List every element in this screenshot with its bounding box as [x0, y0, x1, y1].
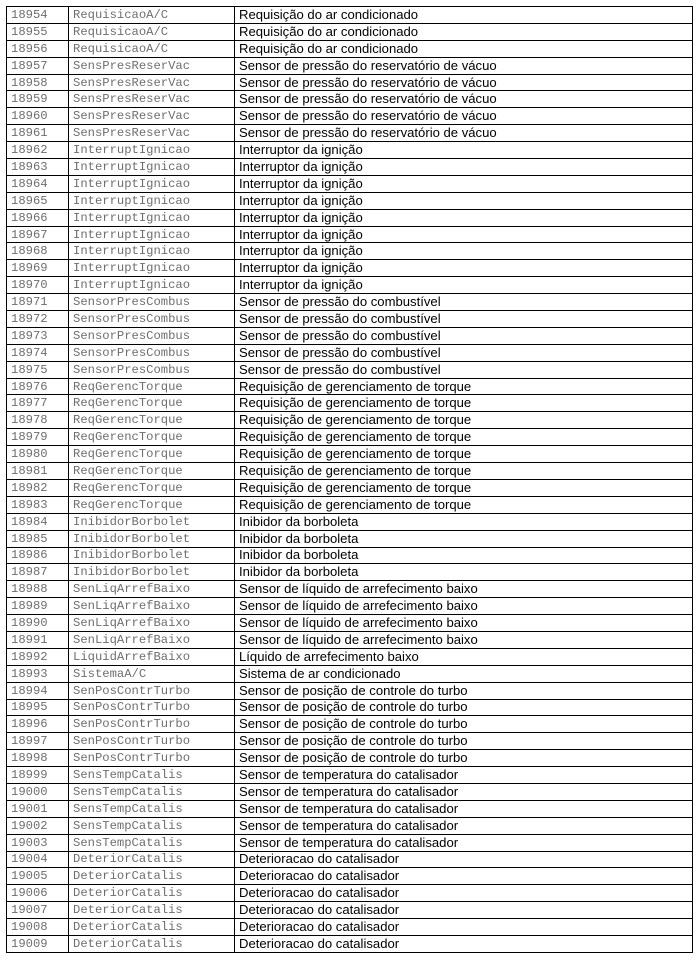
- abbreviation-cell: SenPosContrTurbo: [69, 682, 235, 699]
- fault-code-cell: 18990: [7, 615, 69, 632]
- description-cell: Líquido de arrefecimento baixo: [235, 648, 693, 665]
- fault-code-cell: 18970: [7, 277, 69, 294]
- description-cell: Requisição de gerenciamento de torque: [235, 463, 693, 480]
- abbreviation-cell: InterruptIgnicao: [69, 175, 235, 192]
- abbreviation-cell: ReqGerencTorque: [69, 496, 235, 513]
- fault-code-cell: 18962: [7, 142, 69, 159]
- table-row: [7, 429, 693, 446]
- table-row: [7, 40, 693, 57]
- abbreviation-cell: LiquidArrefBaixo: [69, 648, 235, 665]
- abbreviation-cell: InterruptIgnicao: [69, 243, 235, 260]
- fault-code-cell: 18972: [7, 311, 69, 328]
- abbreviation-cell: SensPresReserVac: [69, 91, 235, 108]
- abbreviation-cell: SenPosContrTurbo: [69, 716, 235, 733]
- table-row: [7, 479, 693, 496]
- fault-code-cell: 18957: [7, 57, 69, 74]
- abbreviation-cell: DeteriorCatalis: [69, 902, 235, 919]
- table-row: [7, 159, 693, 176]
- fault-code-cell: 18954: [7, 7, 69, 24]
- fault-code-cell: 18964: [7, 175, 69, 192]
- fault-code-cell: 18987: [7, 564, 69, 581]
- fault-code-cell: 18965: [7, 192, 69, 209]
- table-row: [7, 226, 693, 243]
- abbreviation-cell: SenPosContrTurbo: [69, 750, 235, 767]
- description-cell: Sistema de ar condicionado: [235, 665, 693, 682]
- abbreviation-cell: ReqGerencTorque: [69, 479, 235, 496]
- fault-code-cell: 18982: [7, 479, 69, 496]
- description-cell: Deterioracao do catalisador: [235, 885, 693, 902]
- description-cell: Deterioracao do catalisador: [235, 851, 693, 868]
- abbreviation-cell: InterruptIgnicao: [69, 260, 235, 277]
- table-row: [7, 446, 693, 463]
- table-row: [7, 277, 693, 294]
- description-cell: Requisição do ar condicionado: [235, 40, 693, 57]
- fault-code-table: [6, 6, 693, 953]
- description-cell: Interruptor da ignição: [235, 277, 693, 294]
- abbreviation-cell: DeteriorCatalis: [69, 885, 235, 902]
- abbreviation-cell: RequisicaoA/C: [69, 40, 235, 57]
- table-row: [7, 902, 693, 919]
- table-row: [7, 344, 693, 361]
- abbreviation-cell: SensorPresCombus: [69, 361, 235, 378]
- fault-code-cell: 18959: [7, 91, 69, 108]
- table-row: [7, 142, 693, 159]
- fault-code-cell: 18955: [7, 23, 69, 40]
- abbreviation-cell: SensTempCatalis: [69, 817, 235, 834]
- fault-code-cell: 18994: [7, 682, 69, 699]
- fault-code-cell: 19009: [7, 935, 69, 952]
- fault-code-cell: 18974: [7, 344, 69, 361]
- description-cell: Sensor de pressão do reservatório de vácuo: [235, 125, 693, 142]
- description-cell: Interruptor da ignição: [235, 260, 693, 277]
- abbreviation-cell: SensorPresCombus: [69, 344, 235, 361]
- description-cell: Sensor de posição de controle do turbo: [235, 733, 693, 750]
- fault-code-cell: 19005: [7, 868, 69, 885]
- table-row: [7, 192, 693, 209]
- abbreviation-cell: ReqGerencTorque: [69, 378, 235, 395]
- fault-code-cell: 18985: [7, 530, 69, 547]
- description-cell: Interruptor da ignição: [235, 142, 693, 159]
- abbreviation-cell: ReqGerencTorque: [69, 429, 235, 446]
- table-row: [7, 260, 693, 277]
- abbreviation-cell: InterruptIgnicao: [69, 277, 235, 294]
- table-row: [7, 294, 693, 311]
- fault-code-cell: 18988: [7, 581, 69, 598]
- table-row: [7, 935, 693, 952]
- fault-code-cell: 18963: [7, 159, 69, 176]
- abbreviation-cell: DeteriorCatalis: [69, 851, 235, 868]
- fault-code-cell: 19004: [7, 851, 69, 868]
- table-row: [7, 682, 693, 699]
- description-cell: Requisição de gerenciamento de torque: [235, 412, 693, 429]
- abbreviation-cell: SenLiqArrefBaixo: [69, 615, 235, 632]
- fault-code-cell: 18971: [7, 294, 69, 311]
- table-row: [7, 631, 693, 648]
- table-row: [7, 733, 693, 750]
- abbreviation-cell: SensPresReserVac: [69, 125, 235, 142]
- fault-code-cell: 18984: [7, 513, 69, 530]
- table-row: [7, 311, 693, 328]
- fault-code-cell: 18989: [7, 598, 69, 615]
- abbreviation-cell: SensPresReserVac: [69, 57, 235, 74]
- fault-code-table-body: [7, 7, 693, 953]
- abbreviation-cell: SenLiqArrefBaixo: [69, 631, 235, 648]
- description-cell: Sensor de pressão do reservatório de vácuo: [235, 57, 693, 74]
- abbreviation-cell: ReqGerencTorque: [69, 446, 235, 463]
- table-row: [7, 7, 693, 24]
- table-row: [7, 716, 693, 733]
- description-cell: Inibidor da borboleta: [235, 547, 693, 564]
- description-cell: Interruptor da ignição: [235, 243, 693, 260]
- table-row: [7, 817, 693, 834]
- description-cell: Sensor de temperatura do catalisador: [235, 817, 693, 834]
- abbreviation-cell: SensPresReserVac: [69, 108, 235, 125]
- fault-code-cell: 18960: [7, 108, 69, 125]
- table-row: [7, 327, 693, 344]
- description-cell: Inibidor da borboleta: [235, 530, 693, 547]
- table-row: [7, 74, 693, 91]
- fault-code-cell: 19001: [7, 800, 69, 817]
- description-cell: Sensor de pressão do combustível: [235, 344, 693, 361]
- table-row: [7, 530, 693, 547]
- table-row: [7, 378, 693, 395]
- description-cell: Sensor de posição de controle do turbo: [235, 682, 693, 699]
- fault-code-cell: 18967: [7, 226, 69, 243]
- fault-code-cell: 19000: [7, 783, 69, 800]
- description-cell: Requisição de gerenciamento de torque: [235, 429, 693, 446]
- table-row: [7, 919, 693, 936]
- fault-code-cell: 18996: [7, 716, 69, 733]
- abbreviation-cell: InterruptIgnicao: [69, 209, 235, 226]
- fault-code-cell: 18975: [7, 361, 69, 378]
- abbreviation-cell: SensorPresCombus: [69, 311, 235, 328]
- description-cell: Sensor de pressão do reservatório de vácuo: [235, 108, 693, 125]
- fault-code-cell: 18973: [7, 327, 69, 344]
- description-cell: Sensor de pressão do reservatório de vácuo: [235, 74, 693, 91]
- abbreviation-cell: SensTempCatalis: [69, 767, 235, 784]
- abbreviation-cell: SenLiqArrefBaixo: [69, 598, 235, 615]
- description-cell: Sensor de líquido de arrefecimento baixo: [235, 631, 693, 648]
- description-cell: Sensor de líquido de arrefecimento baixo: [235, 598, 693, 615]
- table-row: [7, 750, 693, 767]
- abbreviation-cell: RequisicaoA/C: [69, 7, 235, 24]
- description-cell: Sensor de pressão do combustível: [235, 311, 693, 328]
- table-row: [7, 412, 693, 429]
- fault-code-cell: 18995: [7, 699, 69, 716]
- description-cell: Sensor de pressão do combustível: [235, 327, 693, 344]
- fault-code-cell: 18978: [7, 412, 69, 429]
- table-row: [7, 513, 693, 530]
- description-cell: Requisição de gerenciamento de torque: [235, 378, 693, 395]
- fault-code-cell: 18968: [7, 243, 69, 260]
- fault-code-cell: 18956: [7, 40, 69, 57]
- table-row: [7, 598, 693, 615]
- fault-code-cell: 19003: [7, 834, 69, 851]
- description-cell: Sensor de posição de controle do turbo: [235, 699, 693, 716]
- fault-code-cell: 18969: [7, 260, 69, 277]
- table-row: [7, 125, 693, 142]
- fault-code-cell: 18981: [7, 463, 69, 480]
- description-cell: Deterioracao do catalisador: [235, 902, 693, 919]
- fault-code-cell: 19006: [7, 885, 69, 902]
- abbreviation-cell: InterruptIgnicao: [69, 142, 235, 159]
- abbreviation-cell: SensTempCatalis: [69, 800, 235, 817]
- table-row: [7, 564, 693, 581]
- description-cell: Requisição do ar condicionado: [235, 23, 693, 40]
- description-cell: Deterioracao do catalisador: [235, 935, 693, 952]
- abbreviation-cell: SenLiqArrefBaixo: [69, 581, 235, 598]
- table-row: [7, 767, 693, 784]
- abbreviation-cell: InibidorBorbolet: [69, 547, 235, 564]
- fault-code-cell: 18966: [7, 209, 69, 226]
- abbreviation-cell: ReqGerencTorque: [69, 463, 235, 480]
- abbreviation-cell: ReqGerencTorque: [69, 412, 235, 429]
- fault-code-cell: 18992: [7, 648, 69, 665]
- abbreviation-cell: SensorPresCombus: [69, 294, 235, 311]
- fault-code-cell: 18998: [7, 750, 69, 767]
- description-cell: Interruptor da ignição: [235, 159, 693, 176]
- table-row: [7, 851, 693, 868]
- fault-code-cell: 18976: [7, 378, 69, 395]
- fault-code-cell: 19008: [7, 919, 69, 936]
- table-row: [7, 57, 693, 74]
- description-cell: Deterioracao do catalisador: [235, 919, 693, 936]
- description-cell: Sensor de posição de controle do turbo: [235, 716, 693, 733]
- abbreviation-cell: SensorPresCombus: [69, 327, 235, 344]
- abbreviation-cell: InibidorBorbolet: [69, 564, 235, 581]
- fault-code-cell: 18977: [7, 395, 69, 412]
- abbreviation-cell: InibidorBorbolet: [69, 530, 235, 547]
- abbreviation-cell: RequisicaoA/C: [69, 23, 235, 40]
- description-cell: Requisição de gerenciamento de torque: [235, 496, 693, 513]
- description-cell: Interruptor da ignição: [235, 209, 693, 226]
- description-cell: Interruptor da ignição: [235, 192, 693, 209]
- abbreviation-cell: SistemaA/C: [69, 665, 235, 682]
- description-cell: Deterioracao do catalisador: [235, 868, 693, 885]
- abbreviation-cell: SensTempCatalis: [69, 783, 235, 800]
- table-row: [7, 699, 693, 716]
- table-row: [7, 23, 693, 40]
- fault-code-cell: 18958: [7, 74, 69, 91]
- table-row: [7, 361, 693, 378]
- description-cell: Requisição de gerenciamento de torque: [235, 446, 693, 463]
- fault-code-cell: 18983: [7, 496, 69, 513]
- description-cell: Requisição de gerenciamento de torque: [235, 479, 693, 496]
- table-row: [7, 547, 693, 564]
- table-row: [7, 615, 693, 632]
- description-cell: Sensor de pressão do combustível: [235, 294, 693, 311]
- description-cell: Interruptor da ignição: [235, 175, 693, 192]
- description-cell: Sensor de temperatura do catalisador: [235, 800, 693, 817]
- description-cell: Sensor de líquido de arrefecimento baixo: [235, 615, 693, 632]
- abbreviation-cell: DeteriorCatalis: [69, 919, 235, 936]
- table-row: [7, 496, 693, 513]
- table-row: [7, 868, 693, 885]
- abbreviation-cell: SensPresReserVac: [69, 74, 235, 91]
- fault-code-cell: 18999: [7, 767, 69, 784]
- description-cell: Inibidor da borboleta: [235, 564, 693, 581]
- description-cell: Sensor de pressão do combustível: [235, 361, 693, 378]
- fault-code-cell: 18980: [7, 446, 69, 463]
- abbreviation-cell: SenPosContrTurbo: [69, 699, 235, 716]
- abbreviation-cell: InterruptIgnicao: [69, 226, 235, 243]
- fault-code-cell: 18979: [7, 429, 69, 446]
- description-cell: Sensor de temperatura do catalisador: [235, 767, 693, 784]
- description-cell: Sensor de temperatura do catalisador: [235, 783, 693, 800]
- description-cell: Interruptor da ignição: [235, 226, 693, 243]
- table-row: [7, 108, 693, 125]
- abbreviation-cell: ReqGerencTorque: [69, 395, 235, 412]
- table-row: [7, 91, 693, 108]
- table-row: [7, 209, 693, 226]
- table-row: [7, 648, 693, 665]
- description-cell: Sensor de temperatura do catalisador: [235, 834, 693, 851]
- table-row: [7, 463, 693, 480]
- table-row: [7, 885, 693, 902]
- fault-code-cell: 19007: [7, 902, 69, 919]
- description-cell: Sensor de posição de controle do turbo: [235, 750, 693, 767]
- fault-code-cell: 19002: [7, 817, 69, 834]
- table-row: [7, 395, 693, 412]
- fault-code-cell: 18961: [7, 125, 69, 142]
- fault-code-cell: 18991: [7, 631, 69, 648]
- fault-code-cell: 18997: [7, 733, 69, 750]
- table-row: [7, 665, 693, 682]
- table-row: [7, 783, 693, 800]
- fault-code-cell: 18986: [7, 547, 69, 564]
- abbreviation-cell: SensTempCatalis: [69, 834, 235, 851]
- table-row: [7, 243, 693, 260]
- table-row: [7, 175, 693, 192]
- table-row: [7, 581, 693, 598]
- table-row: [7, 800, 693, 817]
- abbreviation-cell: DeteriorCatalis: [69, 868, 235, 885]
- table-row: [7, 834, 693, 851]
- description-cell: Sensor de líquido de arrefecimento baixo: [235, 581, 693, 598]
- abbreviation-cell: InterruptIgnicao: [69, 192, 235, 209]
- description-cell: Sensor de pressão do reservatório de vácuo: [235, 91, 693, 108]
- description-cell: Requisição do ar condicionado: [235, 7, 693, 24]
- description-cell: Inibidor da borboleta: [235, 513, 693, 530]
- fault-code-cell: 18993: [7, 665, 69, 682]
- abbreviation-cell: InibidorBorbolet: [69, 513, 235, 530]
- abbreviation-cell: InterruptIgnicao: [69, 159, 235, 176]
- abbreviation-cell: DeteriorCatalis: [69, 935, 235, 952]
- abbreviation-cell: SenPosContrTurbo: [69, 733, 235, 750]
- description-cell: Requisição de gerenciamento de torque: [235, 395, 693, 412]
